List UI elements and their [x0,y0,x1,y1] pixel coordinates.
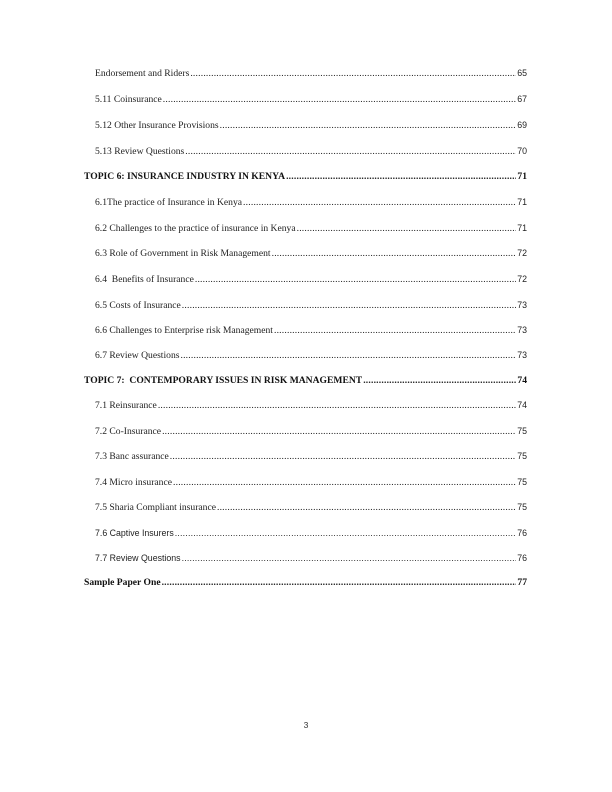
toc-entry-page: 71 [517,171,527,182]
toc-leader-dots [195,274,516,285]
toc-leader-dots [243,197,516,208]
toc-entry-page: 72 [517,274,527,284]
toc-entry[interactable] [0,553,527,567]
toc-entry-label: 6.6 Challenges to Enterprise risk Management [95,325,273,336]
toc-entry-page: 75 [517,502,527,512]
toc-entry-label: 5.13 Review Questions [95,146,185,157]
page-number: 3 [303,720,309,730]
toc-entry[interactable] [0,248,527,262]
toc-leader-dots [182,553,517,563]
toc-entry[interactable] [0,300,527,314]
toc-entry-label: 6.7 Review Questions [95,350,180,361]
toc-entry-label: 7.5 Sharia Compliant insurance [95,502,216,513]
toc-entry-page: 74 [517,375,527,386]
toc-entry-page: 71 [517,197,527,207]
toc-entry-label: 6.5 Costs of Insurance [95,300,181,311]
toc-entry-page: 75 [517,451,527,461]
toc-leader-dots [162,577,517,588]
toc-leader-dots [220,120,517,131]
toc-leader-dots [286,171,516,182]
toc-entry-page: 75 [517,426,527,436]
toc-leader-dots [182,300,516,311]
toc-entry-label: 6.1The practice of Insurance in Kenya [95,197,243,208]
toc-leader-dots [190,68,516,79]
toc-leader-dots [297,223,517,234]
toc-entry-page: 76 [517,528,527,538]
toc-entry-page: 71 [517,223,527,233]
toc-leader-dots [170,451,516,462]
toc-entry-label: 6.4 Benefits of Insurance [95,274,194,285]
toc-entry-page: 73 [517,325,527,335]
toc-entry[interactable] [0,400,527,414]
toc-entry-label: Sample Paper One [84,577,161,588]
toc-entry-page: 72 [517,248,527,258]
toc-entry-label: Endorsement and Riders [95,68,190,79]
toc-entry[interactable] [0,426,527,440]
toc-entry[interactable] [0,274,527,288]
toc-entry[interactable] [0,94,527,108]
toc-entry-page: 65 [517,68,527,78]
toc-entry-page: 76 [517,553,527,563]
toc-entry[interactable] [0,325,527,339]
toc-entry-page: 69 [517,120,527,130]
toc-entry[interactable] [0,68,527,82]
toc-leader-dots [173,477,516,488]
toc-entry[interactable] [0,146,527,160]
toc-entry-page: 74 [517,400,527,410]
toc-entry-page: 73 [517,300,527,310]
toc-entry-label: 7.1 Reinsurance [95,400,157,411]
toc-entry-label: 6.3 Role of Government in Risk Management [95,248,271,259]
toc-topic-entry[interactable] [0,577,527,591]
toc-entry-label: 7.4 Micro insurance [95,477,172,488]
toc-leader-dots [272,248,517,259]
toc-entry[interactable] [0,197,527,211]
toc-leader-dots [217,502,516,513]
toc-entry-label: TOPIC 7: CONTEMPORARY ISSUES IN RISK MANAGEMENT [84,375,363,386]
toc-entry[interactable] [0,477,527,491]
toc-entry-label: 6.2 Challenges to the practice of insurance in Kenya [95,223,296,234]
toc-leader-dots [363,375,516,386]
toc-entry[interactable] [0,502,527,516]
toc-leader-dots [180,350,516,361]
toc-leader-dots [163,94,516,105]
toc-leader-dots [274,325,516,336]
toc-topic-entry[interactable] [0,375,527,389]
toc-entry[interactable] [0,223,527,237]
toc-entry[interactable] [0,350,527,364]
toc-entry-label: 7.6 Captive Insurers [95,528,174,538]
toc-leader-dots [162,426,516,437]
toc-entry-page: 73 [517,350,527,360]
toc-entry-label: 7.7 Review Questions [95,553,181,563]
toc-entry[interactable] [0,451,527,465]
toc-leader-dots [185,146,516,157]
toc-leader-dots [158,400,516,411]
toc-entry[interactable] [0,528,527,542]
toc-entry-label: 7.3 Banc assurance [95,451,169,462]
toc-entry-page: 75 [517,477,527,487]
toc-entry[interactable] [0,120,527,134]
toc-entry-page: 70 [517,146,527,156]
toc-entry-label: 5.11 Coinsurance [95,94,162,105]
toc-entry-label: 5.12 Other Insurance Provisions [95,120,219,131]
toc-topic-entry[interactable] [0,171,527,185]
toc-leader-dots [175,528,516,538]
toc-entry-label: TOPIC 6: INSURANCE INDUSTRY IN KENYA [84,171,286,182]
toc-entry-label: 7.2 Co-Insurance [95,426,162,437]
toc-entry-page: 67 [517,94,527,104]
toc-entry-page: 77 [517,577,527,588]
